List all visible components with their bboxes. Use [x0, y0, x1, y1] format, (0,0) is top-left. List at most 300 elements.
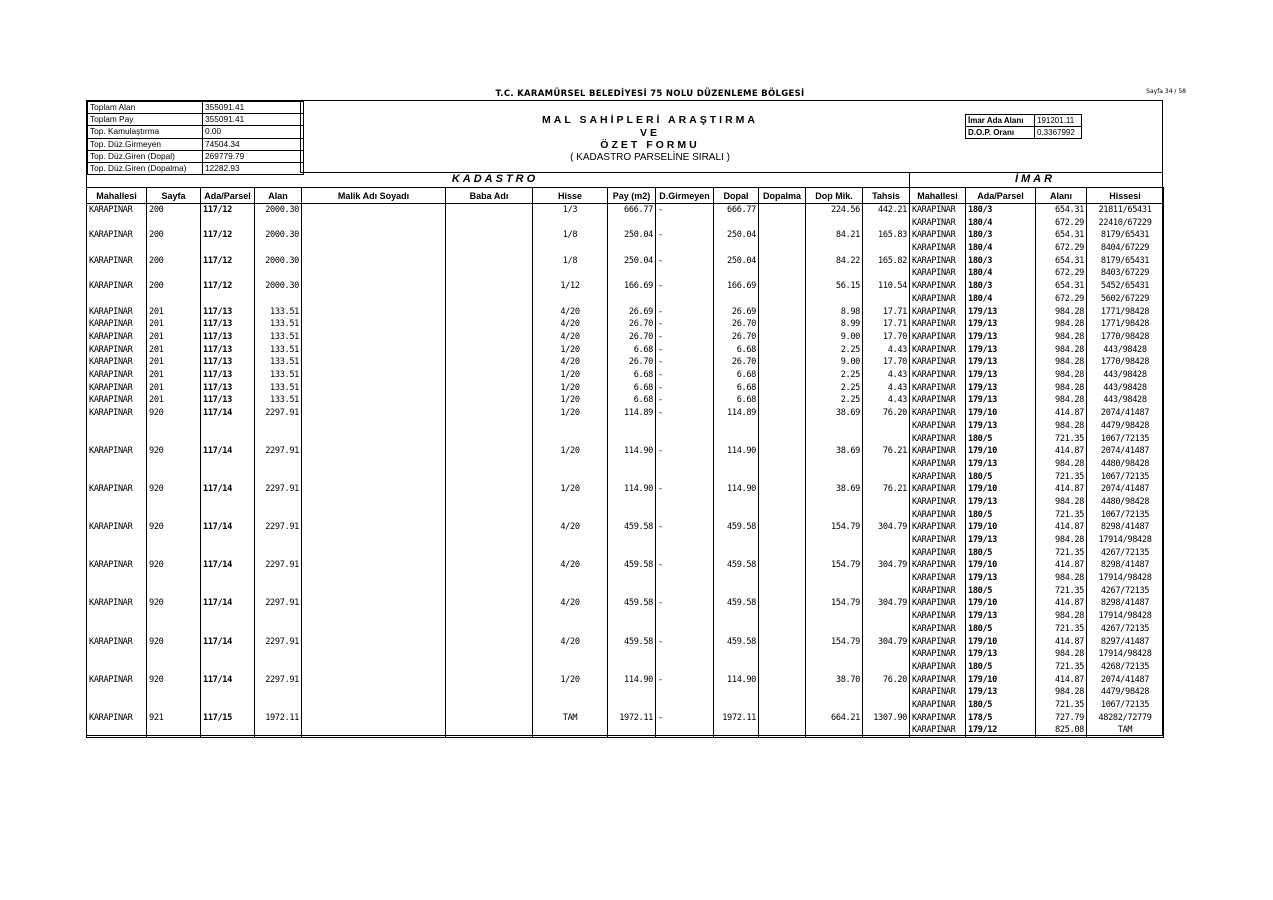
summary-row — [88, 102, 304, 114]
dopal-cell: 114.90 — [714, 674, 759, 712]
imar-line: KARAPINAR — [912, 446, 956, 457]
hisse-cell: 1/20 — [533, 382, 608, 395]
imar-line: 414.87 — [1055, 674, 1084, 685]
imar-line: TAM — [1117, 725, 1133, 736]
pay-cell: 1972.11 — [608, 712, 656, 738]
imar-hissesi-cell — [1087, 255, 1164, 280]
table-row — [87, 597, 1164, 635]
imar-ada-parsel-cell — [966, 597, 1036, 635]
pay-cell: 26.70 — [608, 331, 656, 344]
sayfa-cell: 920 — [147, 636, 201, 674]
summary-divider — [300, 101, 301, 172]
imar-line: 179/10 — [968, 522, 997, 533]
pay-cell: 114.90 — [608, 445, 656, 483]
alan-cell: 133.51 — [255, 369, 302, 382]
alan-cell: 1972.11 — [255, 712, 302, 738]
tahsis-cell: 4.43 — [863, 344, 910, 357]
imar-line: 179/10 — [968, 446, 997, 457]
imar-line: KARAPINAR — [912, 458, 956, 469]
dopal-cell: 459.58 — [714, 597, 759, 635]
imar-line: KARAPINAR — [912, 674, 956, 685]
imar-line: 178/5 — [968, 712, 993, 723]
hisse-cell: 4/20 — [533, 521, 608, 559]
hisse-cell: 4/20 — [533, 306, 608, 319]
dop-mik-cell: 8.98 — [806, 306, 863, 319]
malik-cell — [302, 344, 446, 357]
imar-line: 4267/72135 — [1100, 547, 1150, 558]
dopalma-cell — [759, 559, 806, 597]
imar-mahalle-cell — [910, 204, 966, 230]
imar-line: KARAPINAR — [912, 344, 956, 355]
alan-cell: 133.51 — [255, 394, 302, 407]
imar-line: 179/13 — [968, 496, 997, 507]
imar-line: 414.87 — [1055, 484, 1084, 495]
imar-line: 1771/98428 — [1100, 319, 1150, 330]
imar-info-value: 0.3367992 — [1035, 127, 1082, 139]
imar-line: 179/13 — [968, 370, 997, 381]
table-row — [87, 559, 1164, 597]
sayfa-cell: 920 — [147, 597, 201, 635]
imar-line: 1067/72135 — [1100, 433, 1150, 444]
imar-line: 443/98428 — [1103, 370, 1147, 381]
imar-line: 179/12 — [968, 725, 997, 736]
baba-cell — [446, 306, 533, 319]
mahalle-cell: KARAPINAR — [87, 369, 147, 382]
ada-parsel-cell: 117/13 — [201, 356, 255, 369]
imar-line: 984.28 — [1055, 611, 1084, 622]
form-title-line3: ÖZET FORMU — [600, 139, 700, 151]
parcel-table — [86, 187, 1164, 738]
imar-line: 5452/65431 — [1100, 281, 1150, 292]
form-title — [300, 114, 1000, 164]
dopalma-cell — [759, 636, 806, 674]
alan-cell: 133.51 — [255, 356, 302, 369]
d-girmeyen-cell: - — [656, 356, 714, 369]
imar-ada-parsel-cell — [966, 204, 1036, 230]
dopal-cell: 6.68 — [714, 344, 759, 357]
dop-mik-cell: 2.25 — [806, 394, 863, 407]
imar-line: 721.35 — [1055, 699, 1084, 710]
imar-line: 180/5 — [968, 585, 993, 596]
table-row — [87, 483, 1164, 521]
baba-cell — [446, 597, 533, 635]
imar-line: 4268/72135 — [1100, 661, 1150, 672]
table-row — [87, 344, 1164, 357]
malik-cell — [302, 229, 446, 254]
malik-cell — [302, 597, 446, 635]
hisse-cell: 4/20 — [533, 318, 608, 331]
imar-line: KARAPINAR — [912, 420, 956, 431]
imar-line: KARAPINAR — [912, 281, 956, 292]
sayfa-cell: 201 — [147, 356, 201, 369]
baba-cell — [446, 229, 533, 254]
imar-line: 443/98428 — [1103, 395, 1147, 406]
imar-line: 4267/72135 — [1100, 585, 1150, 596]
imar-line: KARAPINAR — [912, 205, 956, 215]
baba-cell — [446, 331, 533, 344]
imar-line: 179/13 — [968, 319, 997, 330]
imar-alani-cell — [1036, 204, 1087, 230]
imar-line: 984.28 — [1055, 458, 1084, 469]
mahalle-cell: KARAPINAR — [87, 674, 147, 712]
table-row — [87, 712, 1164, 738]
imar-line: 8297/41487 — [1100, 636, 1150, 647]
tahsis-cell: 304.79 — [863, 559, 910, 597]
imar-line: 179/13 — [968, 573, 997, 584]
malik-cell — [302, 674, 446, 712]
tahsis-cell: 165.83 — [863, 229, 910, 254]
dopalma-cell — [759, 344, 806, 357]
imar-line: 654.31 — [1055, 205, 1084, 215]
baba-cell — [446, 369, 533, 382]
imar-hissesi-cell — [1087, 597, 1164, 635]
dop-mik-cell: 38.69 — [806, 407, 863, 445]
ada-parsel-cell: 117/12 — [201, 255, 255, 280]
tahsis-cell: 304.79 — [863, 597, 910, 635]
imar-line: 654.31 — [1055, 281, 1084, 292]
dopal-cell: 26.69 — [714, 306, 759, 319]
dopalma-cell — [759, 382, 806, 395]
tahsis-cell: 4.43 — [863, 369, 910, 382]
imar-line: 984.28 — [1055, 420, 1084, 431]
dopalma-cell — [759, 318, 806, 331]
malik-cell — [302, 559, 446, 597]
dop-mik-cell: 8.99 — [806, 318, 863, 331]
malik-cell — [302, 712, 446, 738]
table-row — [87, 407, 1164, 445]
imar-line: KARAPINAR — [912, 649, 956, 660]
baba-cell — [446, 712, 533, 738]
imar-line: 654.31 — [1055, 230, 1084, 241]
mahalle-cell: KARAPINAR — [87, 306, 147, 319]
baba-cell — [446, 559, 533, 597]
imar-line: 727.79 — [1055, 712, 1084, 723]
ada-parsel-cell: 117/13 — [201, 306, 255, 319]
dopalma-cell — [759, 255, 806, 280]
ada-parsel-cell: 117/13 — [201, 318, 255, 331]
table-row — [87, 318, 1164, 331]
mahalle-cell: KARAPINAR — [87, 229, 147, 254]
column-header: Pay (m2) — [608, 188, 656, 204]
mahalle-cell: KARAPINAR — [87, 712, 147, 738]
imar-line: 8179/65431 — [1100, 230, 1150, 241]
alan-cell: 2297.91 — [255, 483, 302, 521]
alan-cell: 2000.30 — [255, 255, 302, 280]
baba-cell — [446, 356, 533, 369]
page-number: Sayfa 34 / 58 — [1146, 88, 1186, 95]
tahsis-cell: 17.71 — [863, 318, 910, 331]
tahsis-cell: 17.70 — [863, 331, 910, 344]
imar-line: 179/13 — [968, 535, 997, 545]
pay-cell: 114.90 — [608, 674, 656, 712]
imar-mahalle-cell — [910, 344, 966, 357]
imar-info-value: 191201.11 — [1035, 115, 1082, 127]
imar-line: 48282/72779 — [1098, 712, 1152, 723]
column-header: Dopalma — [759, 188, 806, 204]
ada-parsel-cell: 117/14 — [201, 445, 255, 483]
d-girmeyen-cell: - — [656, 445, 714, 483]
alan-cell: 133.51 — [255, 344, 302, 357]
tahsis-cell: 76.20 — [863, 407, 910, 445]
imar-line: 414.87 — [1055, 560, 1084, 571]
imar-alani-cell — [1036, 559, 1087, 597]
imar-line: 179/10 — [968, 636, 997, 647]
imar-hissesi-cell — [1087, 394, 1164, 407]
hisse-cell: 1/20 — [533, 445, 608, 483]
malik-cell — [302, 204, 446, 230]
tahsis-cell: 304.79 — [863, 521, 910, 559]
pay-cell: 459.58 — [608, 559, 656, 597]
alan-cell: 2000.30 — [255, 204, 302, 230]
imar-alani-cell — [1036, 280, 1087, 305]
imar-mahalle-cell — [910, 597, 966, 635]
ada-parsel-cell: 117/14 — [201, 483, 255, 521]
malik-cell — [302, 445, 446, 483]
imar-line: 179/13 — [968, 395, 997, 406]
malik-cell — [302, 636, 446, 674]
summary-value: 74504.34 — [203, 138, 304, 150]
imar-line: 1771/98428 — [1100, 306, 1150, 317]
d-girmeyen-cell: - — [656, 597, 714, 635]
sayfa-cell: 920 — [147, 674, 201, 712]
dopalma-cell — [759, 331, 806, 344]
imar-mahalle-cell — [910, 394, 966, 407]
sayfa-cell: 920 — [147, 559, 201, 597]
imar-line: KARAPINAR — [912, 535, 956, 545]
imar-mahalle-cell — [910, 559, 966, 597]
d-girmeyen-cell: - — [656, 280, 714, 305]
imar-line: 17914/98428 — [1098, 535, 1152, 545]
malik-cell — [302, 356, 446, 369]
imar-line: 4479/98428 — [1100, 687, 1150, 698]
table-row — [87, 356, 1164, 369]
malik-cell — [302, 369, 446, 382]
column-header: Sayfa — [147, 188, 201, 204]
d-girmeyen-cell: - — [656, 559, 714, 597]
imar-line: 721.35 — [1055, 509, 1084, 520]
imar-line: 4479/98428 — [1100, 420, 1150, 431]
tahsis-cell: 76.21 — [863, 445, 910, 483]
imar-mahalle-cell — [910, 331, 966, 344]
dopal-cell: 459.58 — [714, 521, 759, 559]
imar-ada-parsel-cell — [966, 255, 1036, 280]
imar-line: KARAPINAR — [912, 484, 956, 495]
pay-cell: 6.68 — [608, 394, 656, 407]
baba-cell — [446, 394, 533, 407]
malik-cell — [302, 331, 446, 344]
dop-mik-cell: 2.25 — [806, 344, 863, 357]
imar-hissesi-cell — [1087, 483, 1164, 521]
imar-alani-cell — [1036, 318, 1087, 331]
imar-line: 2074/41487 — [1100, 484, 1150, 495]
imar-line: 180/5 — [968, 509, 993, 520]
imar-ada-parsel-cell — [966, 280, 1036, 305]
malik-cell — [302, 318, 446, 331]
imar-info-row — [966, 127, 1082, 139]
imar-ada-parsel-cell — [966, 407, 1036, 445]
imar-line: 8298/41487 — [1100, 598, 1150, 609]
dopalma-cell — [759, 229, 806, 254]
hisse-cell: 1/8 — [533, 255, 608, 280]
imar-line: 1067/72135 — [1100, 509, 1150, 520]
imar-mahalle-cell — [910, 369, 966, 382]
malik-cell — [302, 394, 446, 407]
imar-line: 984.28 — [1055, 496, 1084, 507]
imar-mahalle-cell — [910, 382, 966, 395]
imar-line: 180/4 — [968, 243, 993, 254]
tahsis-cell: 165.82 — [863, 255, 910, 280]
imar-line: 5602/67229 — [1100, 293, 1150, 304]
imar-info-row — [966, 115, 1082, 127]
ada-parsel-cell: 117/15 — [201, 712, 255, 738]
imar-alani-cell — [1036, 445, 1087, 483]
imar-line: 179/13 — [968, 344, 997, 355]
dopalma-cell — [759, 597, 806, 635]
malik-cell — [302, 407, 446, 445]
dopalma-cell — [759, 521, 806, 559]
d-girmeyen-cell: - — [656, 331, 714, 344]
table-row — [87, 255, 1164, 280]
imar-line: KARAPINAR — [912, 712, 956, 723]
imar-line: 179/13 — [968, 687, 997, 698]
imar-line: 22410/67229 — [1098, 217, 1152, 228]
dopal-cell: 114.90 — [714, 445, 759, 483]
imar-line: 721.35 — [1055, 585, 1084, 596]
dopal-cell: 1972.11 — [714, 712, 759, 738]
imar-line: 721.35 — [1055, 623, 1084, 634]
hisse-cell: TAM — [533, 712, 608, 738]
baba-cell — [446, 445, 533, 483]
imar-hissesi-cell — [1087, 356, 1164, 369]
imar-mahalle-cell — [910, 636, 966, 674]
imar-info-label: D.O.P. Oranı — [966, 127, 1035, 139]
mahalle-cell: KARAPINAR — [87, 331, 147, 344]
imar-line: 414.87 — [1055, 446, 1084, 457]
imar-hissesi-cell — [1087, 674, 1164, 712]
imar-ada-parsel-cell — [966, 559, 1036, 597]
hisse-cell: 1/3 — [533, 204, 608, 230]
sayfa-cell: 200 — [147, 280, 201, 305]
column-header: Mahallesi — [87, 188, 147, 204]
imar-line: 414.87 — [1055, 522, 1084, 533]
imar-hissesi-cell — [1087, 407, 1164, 445]
imar-line: 179/13 — [968, 357, 997, 368]
imar-mahalle-cell — [910, 445, 966, 483]
d-girmeyen-cell: - — [656, 306, 714, 319]
summary-value: 355091.41 — [203, 102, 304, 114]
imar-line: KARAPINAR — [912, 725, 956, 736]
imar-line: 984.28 — [1055, 319, 1084, 330]
imar-line: 984.28 — [1055, 357, 1084, 368]
baba-cell — [446, 407, 533, 445]
imar-line: 721.35 — [1055, 661, 1084, 672]
imar-line: KARAPINAR — [912, 408, 956, 419]
imar-line: 180/4 — [968, 293, 993, 304]
hisse-cell: 4/20 — [533, 559, 608, 597]
dopal-cell: 26.70 — [714, 331, 759, 344]
baba-cell — [446, 280, 533, 305]
pay-cell: 6.68 — [608, 369, 656, 382]
summary-row — [88, 126, 304, 138]
ada-parsel-cell: 117/14 — [201, 407, 255, 445]
imar-line: KARAPINAR — [912, 687, 956, 698]
imar-line: 721.35 — [1055, 547, 1084, 558]
malik-cell — [302, 280, 446, 305]
imar-line: KARAPINAR — [912, 268, 956, 279]
dop-mik-cell: 2.25 — [806, 382, 863, 395]
imar-line: 8298/41487 — [1100, 522, 1150, 533]
d-girmeyen-cell: - — [656, 382, 714, 395]
imar-mahalle-cell — [910, 674, 966, 712]
baba-cell — [446, 382, 533, 395]
sayfa-cell: 920 — [147, 445, 201, 483]
summary-value: 269779.79 — [203, 150, 304, 162]
table-row — [87, 331, 1164, 344]
imar-line: KARAPINAR — [912, 560, 956, 571]
d-girmeyen-cell: - — [656, 712, 714, 738]
ada-parsel-cell: 117/14 — [201, 521, 255, 559]
dopal-cell: 459.58 — [714, 636, 759, 674]
summary-value: 12282.93 — [203, 162, 304, 174]
sayfa-cell: 200 — [147, 255, 201, 280]
dop-mik-cell: 38.69 — [806, 445, 863, 483]
table-row — [87, 636, 1164, 674]
imar-mahalle-cell — [910, 712, 966, 738]
imar-line: 179/13 — [968, 611, 997, 622]
table-row — [87, 445, 1164, 483]
table-row — [87, 306, 1164, 319]
imar-line: 179/13 — [968, 382, 997, 393]
mahalle-cell: KARAPINAR — [87, 382, 147, 395]
imar-alani-cell — [1036, 331, 1087, 344]
column-header: Dop Mik. — [806, 188, 863, 204]
dop-mik-cell: 224.56 — [806, 204, 863, 230]
imar-ada-parsel-cell — [966, 318, 1036, 331]
column-header: Ada/Parsel — [201, 188, 255, 204]
baba-cell — [446, 674, 533, 712]
dopal-cell: 26.70 — [714, 318, 759, 331]
imar-line: KARAPINAR — [912, 319, 956, 330]
sayfa-cell: 201 — [147, 306, 201, 319]
dopal-cell: 6.68 — [714, 394, 759, 407]
imar-line: 984.28 — [1055, 344, 1084, 355]
imar-line: 672.29 — [1055, 217, 1084, 228]
summary-row — [88, 138, 304, 150]
imar-line: 180/5 — [968, 547, 993, 558]
ada-parsel-cell: 117/14 — [201, 559, 255, 597]
sayfa-cell: 920 — [147, 407, 201, 445]
imar-ada-parsel-cell — [966, 331, 1036, 344]
imar-mahalle-cell — [910, 407, 966, 445]
malik-cell — [302, 483, 446, 521]
imar-line: 984.28 — [1055, 573, 1084, 584]
imar-line: KARAPINAR — [912, 306, 956, 317]
imar-line: 180/5 — [968, 433, 993, 444]
imar-alani-cell — [1036, 344, 1087, 357]
dopal-cell: 666.77 — [714, 204, 759, 230]
imar-line: 17914/98428 — [1098, 611, 1152, 622]
dop-mik-cell: 56.15 — [806, 280, 863, 305]
d-girmeyen-cell: - — [656, 407, 714, 445]
d-girmeyen-cell: - — [656, 369, 714, 382]
imar-line: 672.29 — [1055, 268, 1084, 279]
imar-ada-parsel-cell — [966, 636, 1036, 674]
imar-line: KARAPINAR — [912, 471, 956, 482]
hisse-cell: 1/20 — [533, 369, 608, 382]
imar-alani-cell — [1036, 255, 1087, 280]
sayfa-cell: 201 — [147, 369, 201, 382]
column-header: Alan — [255, 188, 302, 204]
